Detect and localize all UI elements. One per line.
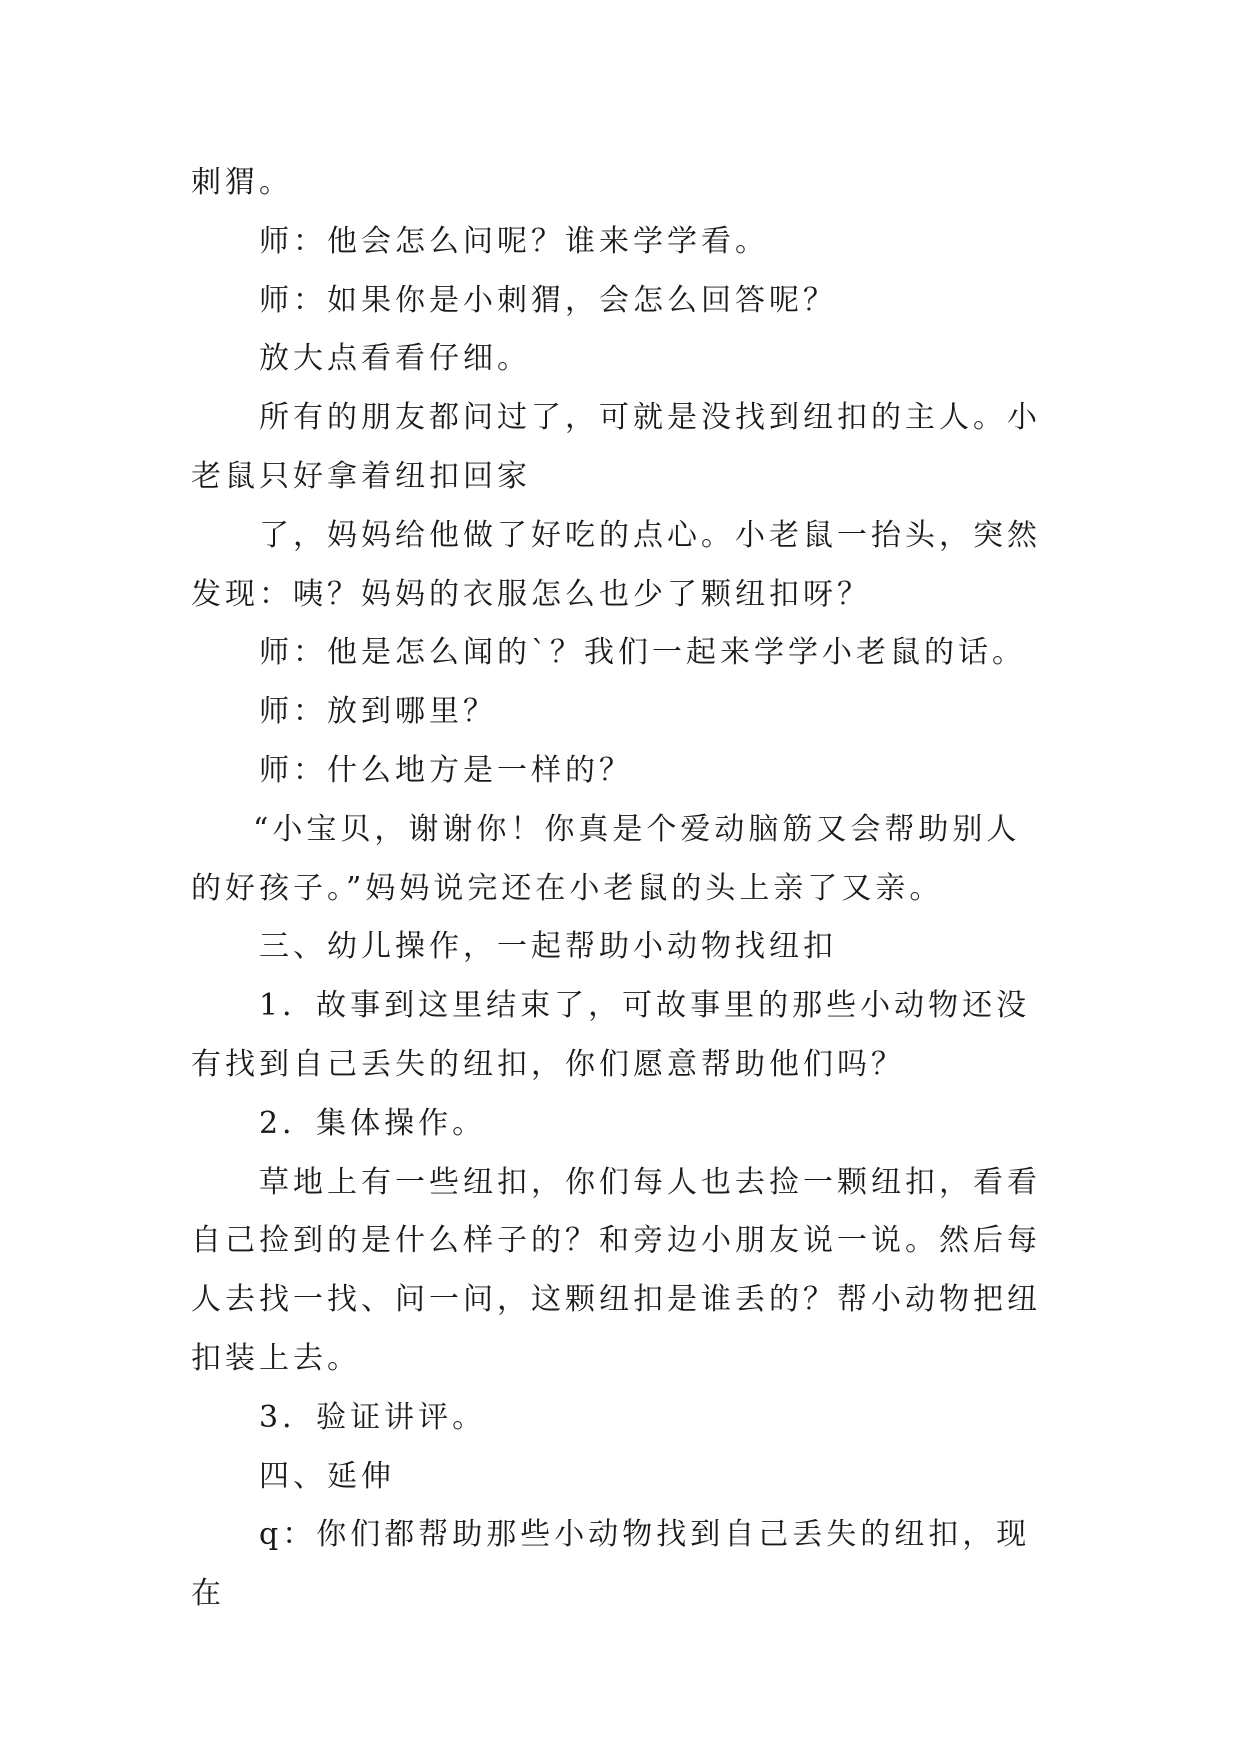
paragraph: 放大点看看仔细。 — [259, 341, 531, 377]
body-text — [191, 154, 1051, 1624]
paragraph: 草地上有一些纽扣，你们每人也去捡一颗纽扣，看看自己捡到的是什么样子的？和旁边小朋友说一说。然后每人去找一找、问一问，这颗纽扣是谁丢的？帮小动物把纽扣装上去。 — [191, 1164, 1041, 1376]
paragraph: 师：如果你是小刺猬，会怎么回答呢？ — [259, 282, 837, 318]
paragraph: 了，妈妈给他做了好吃的点心。小老鼠一抬头，突然发现：咦？妈妈的衣服怎么也少了颗纽扣呀？ — [191, 517, 1041, 612]
paragraph: q：你们都帮助那些小动物找到自己丢失的纽扣，现在 — [191, 1517, 1031, 1612]
section-heading: 四、延伸 — [259, 1458, 395, 1494]
paragraph: 3．验证讲评。 — [259, 1399, 487, 1435]
paragraph: 师：放到哪里？ — [259, 694, 497, 730]
paragraph: 所有的朋友都问过了，可就是没找到纽扣的主人。小老鼠只好拿着纽扣回家 — [191, 400, 1041, 494]
paragraph: 刺猬。 — [191, 165, 293, 200]
paragraph: 师：他是怎么闻的`？我们一起来学学小老鼠的话。 — [259, 635, 1026, 671]
paragraph: “小宝贝，谢谢你！你真是个爱动脑筋又会帮助别人的好孩子。”妈妈说完还在小老鼠的头上亲了又亲。 — [191, 811, 1021, 906]
paragraph: 师：他会怎么问呢？谁来学学看。 — [259, 223, 769, 259]
paragraph: 1．故事到这里结束了，可故事里的那些小动物还没有找到自己丢失的纽扣，你们愿意帮助他们吗？ — [191, 988, 1031, 1082]
section-heading: 三、幼儿操作，一起帮助小动物找纽扣 — [259, 929, 837, 965]
paragraph: 2．集体操作。 — [259, 1105, 487, 1141]
paragraph: 师：什么地方是一样的？ — [259, 752, 633, 788]
